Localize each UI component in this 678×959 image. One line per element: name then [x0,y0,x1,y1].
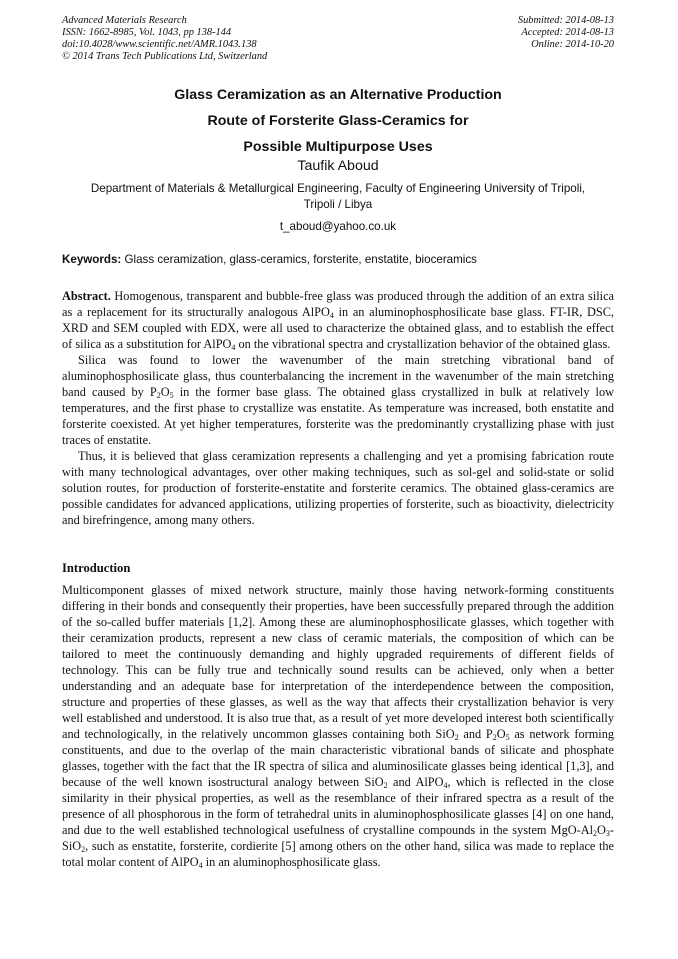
affiliation-line: Department of Materials & Metallurgical Engineering, Faculty of Engineering University of Tripoli, [90,182,586,195]
journal-copyright: © 2014 Trans Tech Publications Ltd, Switzerland [62,51,268,62]
journal-name: Advanced Materials Research [62,15,187,26]
author-name: Taufik Aboud [297,158,379,174]
abstract-paragraph: Thus, it is believed that glass ceramization represents a challenging and yet a promising fabrication route with many technological advantages, over other making techniques, such as sol-gel and solid-state or solid solution routes, for production of forsterite-enstatite and forsterite ceramics. The obtained glass-ceramics are possible candidates for advanced applications, utilizing properties of forsterite, such as bioactivity, dielectricity and birefringence, among many others. [62,449,614,527]
submission-dates [518,15,614,51]
keywords-list: Glass ceramization, glass-ceramics, forsterite, enstatite, bioceramics [124,253,477,266]
title-line: Glass Ceramization as an Alternative Production [174,87,502,103]
title-line: Possible Multipurpose Uses [243,139,433,155]
online-date: Online: 2014-10-20 [531,39,614,50]
introduction-paragraph: Multicomponent glasses of mixed network structure, mainly those having network-forming constituents differing in their bonds and consequently their properties, have been successfully prepared through the addition of the so-called buffer materials [1,2]. Among these are aluminophosphosilicate glasses, which together with their ceramization products, represent a new class of ceramic materials, the composition of which can be tailored to meet the continuously demanding and highly upgraded requirements of different fields of technology. This can be fully true and technically sound results can be achieved, only when a better understanding and an adequate base for interpretation of the interdependence between the composition, structure and properties of these glasses, as well as the way that affects their crystallization behavior is very well established and understood. It is also true that, as a result of yet more developed interest both scientifically and technologically, in the relatively uncommon glasses containing both SiO$_2$ and $P_2O_5$ as network forming constituents, and due to the overlap of the main characteristic vibrational bands of silicate and phosphate glasses, together with the fact that the IR spectra of silica and aluminosilicate glasses being identical [1,3], and because of the well known isostructural analogy between SiO$_2$ and AlPO$_4$, which is reflected in the close similarity in their physical properties, as well as the resemblance of their infrared spectra as a result of the presence of all phosphorous in the form of tetrahedral units in aluminophosphosilicate glasses [4] on one hand, and due to the well established technological usefulness of crystalline compounds in the system MgO-$Al_2O_3-SiO_2$, such as enstatite, forsterite, cordierite [5] among others on the other hand, silica was made to replace the total molar content of AlPO$_4$ in an aluminophosphosilicate glass. [62,583,614,870]
journal-info [62,15,267,63]
section-heading-introduction: Introduction [62,561,131,575]
affiliation [62,181,614,213]
abstract [62,288,614,528]
abstract-paragraph: Silica was found to lower the wavenumber of the main stretching vibrational band of aluminophosphosilicate glass, thus counterbalancing the increment in the wavenumber of the main stretching band caused by $P_2O_5$ in the former base glass. The obtained glass crystallized in bulk at relatively low temperatures, and the first phase to crystallize was enstatite. As temperature was increased, both enstatite and forsterite coexisted. At yet higher temperatures, forsterite was the predominantly crystallizing phase with just traces of enstatite. [62,353,615,447]
journal-doi: doi:10.4028/www.scientific.net/AMR.1043.138 [62,39,257,50]
abstract-label: Abstract. [62,289,111,303]
submitted-date: Submitted: 2014-08-13 [517,15,614,26]
affiliation-line: Tripoli / Libya [303,198,373,211]
paper-title [62,82,614,160]
accepted-date: Accepted: 2014-08-13 [521,27,614,38]
journal-issn: ISSN: 1662-8985, Vol. 1043, pp 138-144 [62,27,232,38]
abstract-paragraph: Abstract. Homogenous, transparent and bubble-free glass was produced through the addition of an extra silica as a replacement for its structurally analogous AlPO$_4$ in an aluminophosphosilicate base glass. FT-IR, DSC, XRD and SEM coupled with EDX, were all used to characterize the obtained glass, and to establish the effect of silica as a substitution for AlPO$_4$ on the vibrational spectra and crystallization behavior of the obtained glass. [62,289,614,352]
title-line: Route of Forsterite Glass-Ceramics for [207,113,469,129]
keywords-label: Keywords: [62,253,122,266]
keywords [62,253,614,267]
introduction-body [62,582,614,870]
author-email: t_aboud@yahoo.co.uk [279,220,397,233]
